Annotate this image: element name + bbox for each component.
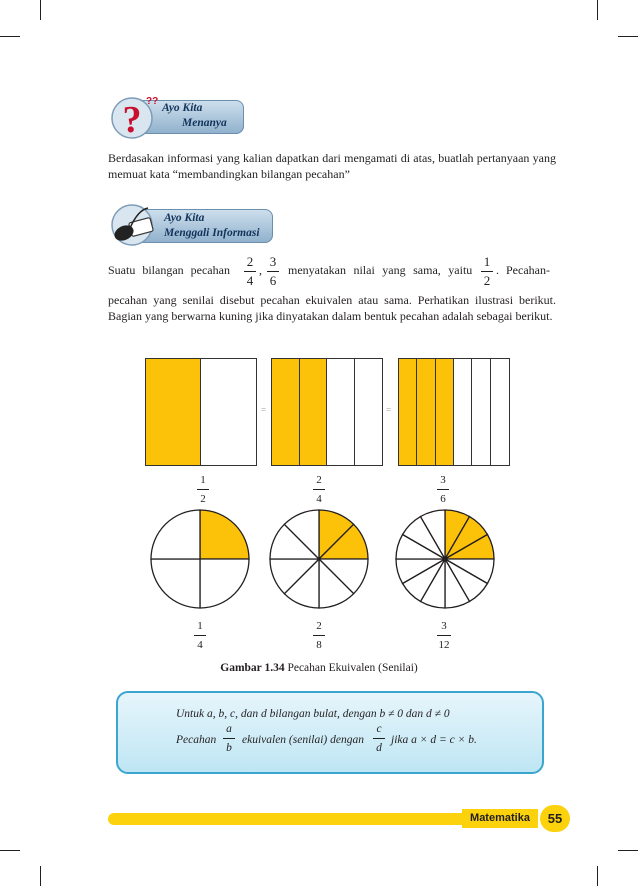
- page-number: 55: [540, 805, 570, 832]
- caption-label: Gambar 1.34: [220, 662, 285, 674]
- unshaded-slice: [151, 559, 200, 608]
- fraction-den: 2: [483, 273, 491, 288]
- formula-prefix: Pecahan: [176, 734, 217, 746]
- fraction-2-4: [243, 255, 257, 288]
- crop-mark: [40, 0, 41, 20]
- rect-fraction-label: [195, 474, 211, 505]
- svg-text:?: ?: [122, 99, 142, 141]
- fraction-num: 2: [316, 474, 322, 486]
- rect-figure-2-4: [271, 358, 383, 466]
- circle-figure-1-4: [149, 508, 251, 610]
- formula-suffix: jika a × d = c × b.: [391, 734, 477, 746]
- fraction-num: c: [376, 723, 382, 735]
- caption-text: Pecahan Ekuivalen (Senilai): [284, 662, 418, 674]
- fraction-den: 4: [246, 273, 254, 288]
- circle-fraction-label: [192, 620, 208, 651]
- info-text-part2: menyatakan nilai yang sama, yaitu: [288, 263, 473, 277]
- circle-figure-2-8: [268, 508, 370, 610]
- fraction-num: 1: [197, 620, 203, 632]
- fraction-den: d: [376, 742, 382, 754]
- crop-mark: [597, 866, 598, 886]
- shaded-part: [272, 359, 300, 465]
- figure-caption: [0, 662, 638, 674]
- unshaded-part: [355, 359, 383, 465]
- equals-sign: =: [261, 405, 267, 415]
- fraction-den: 4: [197, 639, 203, 651]
- shaded-part: [436, 359, 454, 465]
- fraction-num: a: [226, 723, 232, 735]
- shaded-part: [399, 359, 417, 465]
- fraction-den: 6: [440, 493, 446, 505]
- fraction-den: 4: [316, 493, 322, 505]
- info-text-part1: Suatu bilangan pecahan: [108, 263, 230, 277]
- crop-mark: [0, 850, 20, 851]
- unshaded-slice: [151, 510, 200, 559]
- info-comma: ,: [259, 263, 262, 277]
- shaded-part: [146, 359, 201, 465]
- shaded-part: [300, 359, 328, 465]
- footer-subject: Matematika: [462, 809, 538, 828]
- formula-box: [116, 691, 544, 774]
- unshaded-slice: [200, 559, 249, 608]
- mouse-icon: [108, 200, 158, 248]
- crop-mark: [618, 850, 638, 851]
- rect-figure-3-6: [398, 358, 510, 466]
- question-icon: [108, 92, 159, 141]
- fraction-den: 12: [438, 639, 450, 651]
- fraction-num: 3: [440, 474, 446, 486]
- circle-fraction-label: [311, 620, 327, 651]
- formula-line1: Untuk a, b, c, dan d bilangan bulat, dengan b ≠ 0 dan d ≠ 0: [176, 708, 450, 720]
- shaded-part: [417, 359, 435, 465]
- unshaded-part: [201, 359, 256, 465]
- fraction-den: 8: [316, 639, 322, 651]
- fraction-num: 2: [246, 254, 254, 269]
- fraction-num: 3: [269, 254, 277, 269]
- rect-figure-1-2: [145, 358, 257, 466]
- fraction-num: 1: [483, 254, 491, 269]
- fraction-num: 1: [200, 474, 206, 486]
- equals-sign: =: [386, 405, 392, 415]
- unshaded-part: [327, 359, 355, 465]
- fraction-den: 2: [200, 493, 206, 505]
- rect-fraction-label: [311, 474, 327, 505]
- section-ask-title-2: Menanya: [182, 117, 227, 129]
- section-info-title-2: Menggali Informasi: [164, 227, 260, 239]
- shaded-slice: [200, 510, 249, 559]
- section-info-title-1: Ayo Kita: [164, 212, 205, 224]
- unshaded-part: [454, 359, 472, 465]
- crop-mark: [0, 36, 20, 37]
- fraction-num: 3: [441, 620, 447, 632]
- crop-mark: [618, 36, 638, 37]
- formula-fraction-a-b: [221, 723, 237, 754]
- fraction-1-2: [480, 255, 494, 288]
- fraction-3-6: [266, 255, 280, 288]
- fraction-num: 2: [316, 620, 322, 632]
- info-paragraph-rest: pecahan yang senilai disebut pecahan ekuivalen atau sama. Perhatikan ilustrasi berikut. Bagian yang berwarna kuning jika dinyatakan dalam bentuk pecahan adalah sebagai berikut.: [108, 293, 556, 324]
- formula-fraction-c-d: [371, 723, 387, 754]
- circle-fraction-label: [435, 620, 453, 651]
- crop-mark: [40, 866, 41, 886]
- unshaded-part: [491, 359, 509, 465]
- circle-figure-3-12: [394, 508, 496, 610]
- crop-mark: [597, 0, 598, 20]
- fraction-den: b: [226, 742, 232, 754]
- rect-fraction-label: [435, 474, 451, 505]
- unshaded-part: [472, 359, 490, 465]
- formula-middle: ekuivalen (senilai) dengan: [242, 734, 364, 746]
- section-ask-title-1: Ayo Kita: [162, 102, 203, 114]
- info-text-part3: . Pecahan-: [496, 263, 550, 277]
- svg-text:??: ??: [146, 96, 159, 107]
- ask-paragraph: Berdasakan informasi yang kalian dapatkan dari mengamati di atas, buatlah pertanyaan yang memuat kata “membandingkan bilangan pecahan”: [108, 151, 556, 182]
- fraction-den: 6: [269, 273, 277, 288]
